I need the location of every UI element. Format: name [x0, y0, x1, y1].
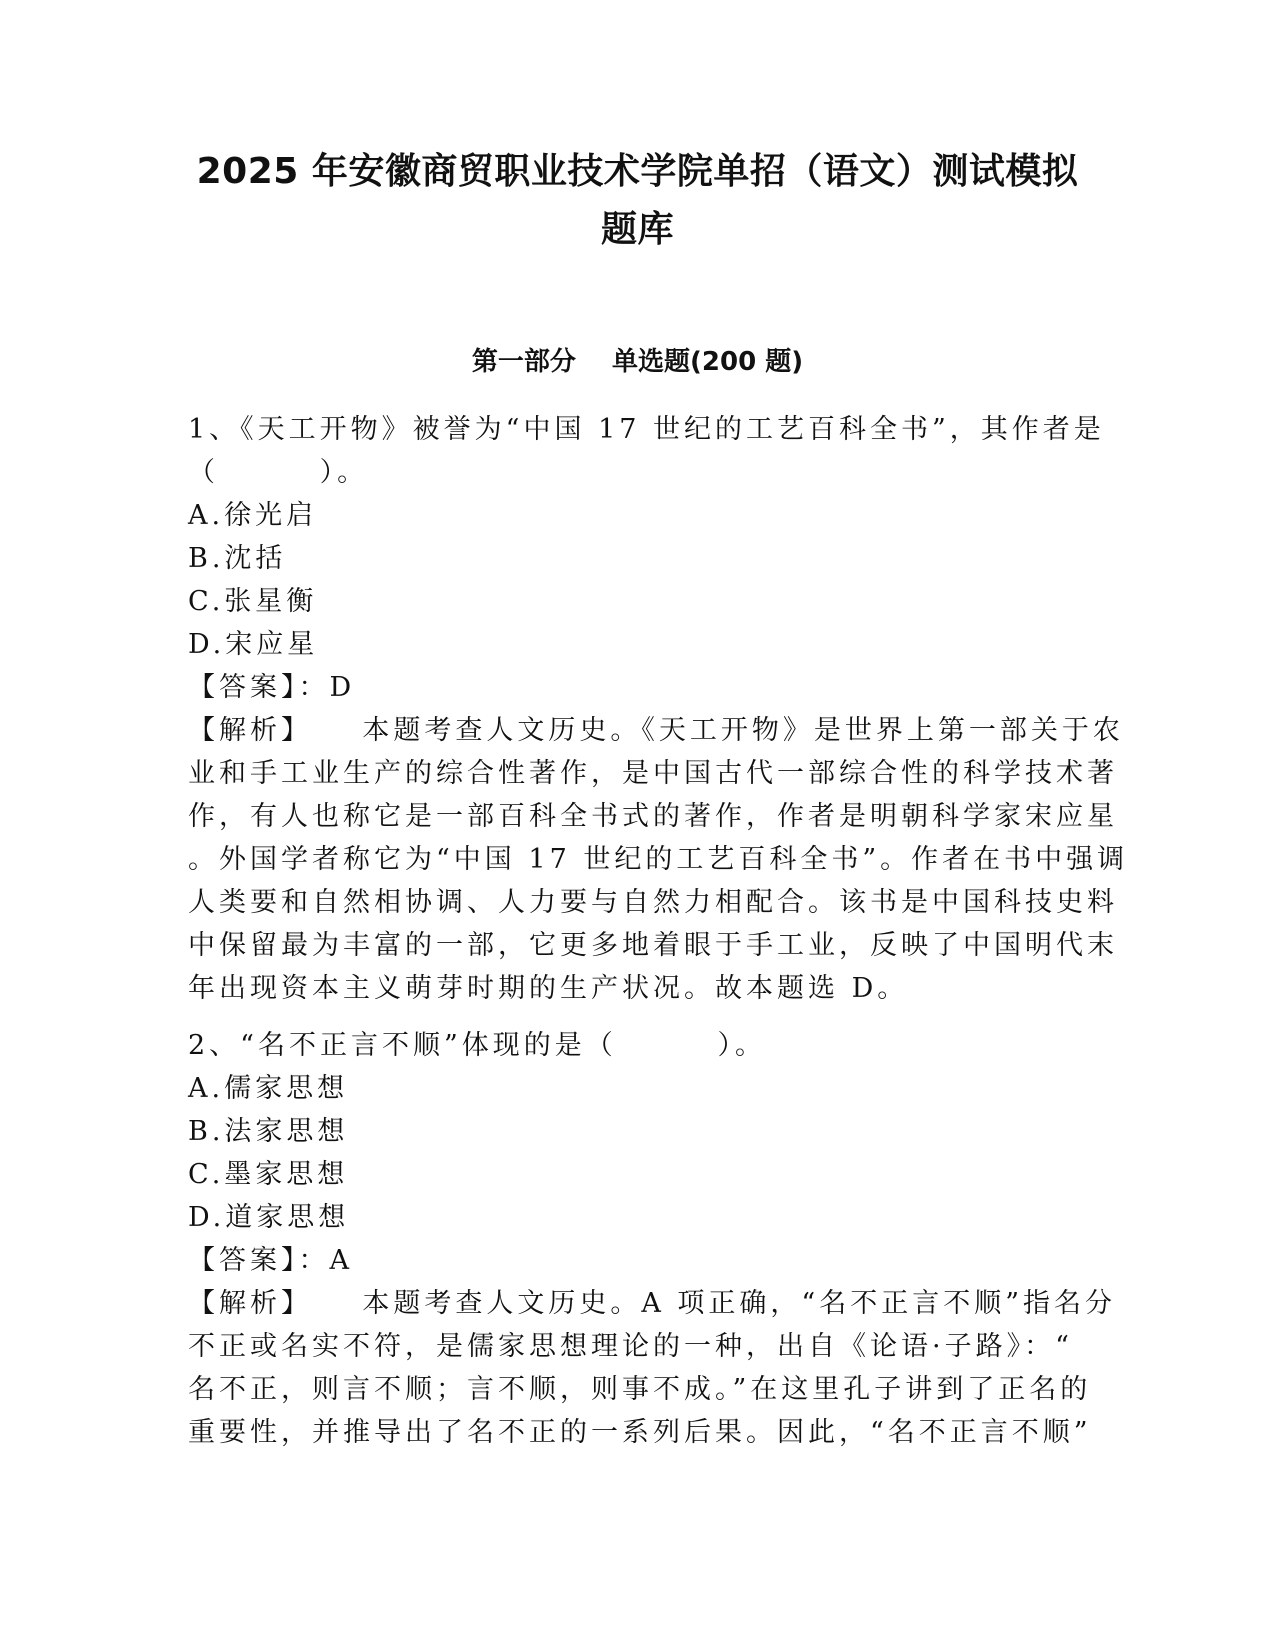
document-title-line-1: 2025 年安徽商贸职业技术学院单招（语文）测试模拟: [196, 151, 1079, 192]
option-c: C.张星衡: [188, 586, 318, 617]
analysis-line: 作，有人也称它是一部百科全书式的著作，作者是明朝科学家宋应星: [188, 801, 1118, 832]
section-title: 第一部分 单选题(200 题): [471, 347, 804, 377]
question-1: [188, 408, 1129, 1010]
analysis-line: 人类要和自然相协调、人力要与自然力相配合。该书是中国科技史料: [188, 887, 1118, 918]
question-2: [188, 1024, 1117, 1454]
option-a: A.徐光启: [188, 500, 318, 531]
question-spacer: [188, 1010, 1088, 1024]
analysis-line: 中保留最为丰富的一部，它更多地着眼于手工业，反映了中国明代末: [188, 930, 1118, 961]
analysis-line: 不正或名实不符，是儒家思想理论的一种，出自《论语·子路》：“: [188, 1331, 1073, 1362]
option-b: B.法家思想: [188, 1116, 349, 1147]
analysis-line: 名不正，则言不顺；言不顺，则事不成。”在这里孔子讲到了正名的: [188, 1374, 1092, 1405]
option-c: C.墨家思想: [188, 1159, 349, 1190]
option-a: A.儒家思想: [188, 1073, 349, 1104]
analysis-line: 【解析】 本题考查人文历史。《天工开物》是世界上第一部关于农: [188, 715, 1124, 746]
analysis-line: 年出现资本主义萌芽时期的生产状况。故本题选 D。: [188, 973, 909, 1004]
option-d: D.宋应星: [188, 629, 319, 660]
question-stem-continued: （ ）。: [188, 457, 369, 488]
document-title: [150, 143, 1125, 259]
answer-line: 【答案】：D: [188, 672, 356, 703]
question-stem: 2、“名不正言不顺”体现的是（ ）。: [188, 1030, 766, 1061]
document-title-line-2: 题库: [600, 209, 674, 250]
answer-line: 【答案】：A: [188, 1245, 353, 1276]
analysis-line: 【解析】 本题考查人文历史。A 项正确，“名不正言不顺”指名分: [188, 1288, 1117, 1319]
analysis-line: 业和手工业生产的综合性著作，是中国古代一部综合性的科学技术著: [188, 758, 1118, 789]
analysis-line: 。外国学者称它为“中国 17 世纪的工艺百科全书”。作者在书中强调: [188, 844, 1129, 875]
analysis-line: 重要性，并推导出了名不正的一系列后果。因此，“名不正言不顺”: [188, 1417, 1092, 1448]
option-b: B.沈括: [188, 543, 287, 574]
question-stem: 1、《天工开物》被誉为“中国 17 世纪的工艺百科全书”，其作者是: [188, 414, 1105, 445]
question-list: [188, 408, 1129, 1454]
option-d: D.道家思想: [188, 1202, 350, 1233]
